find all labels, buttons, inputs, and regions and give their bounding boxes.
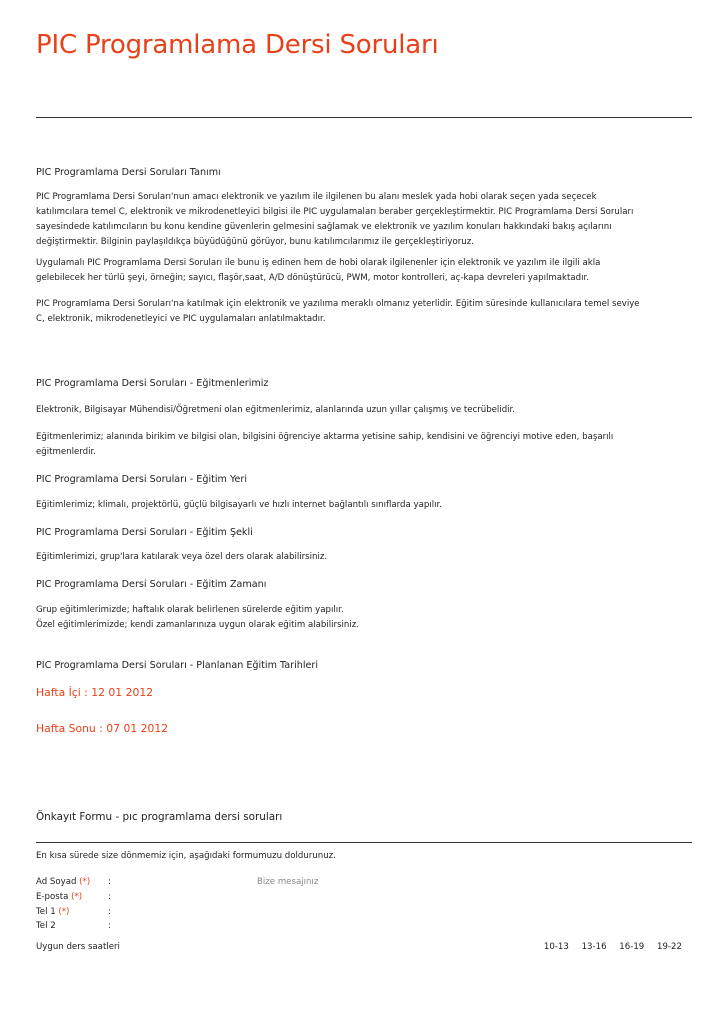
hours-options (534, 942, 682, 952)
instructors-paragraph-1 (36, 403, 692, 418)
tel1-label: Tel 1 (36, 907, 56, 917)
tel2-label: Tel 2 (36, 921, 56, 931)
tel2-field-row[interactable] (36, 921, 111, 931)
text-line: PIC Programlama Dersi Soruları'nun amacı elektronik ve yazılım ile ilgilenen bu alanı meslek yada hobi olarak seçen yada seçecek (36, 192, 597, 202)
format-heading: PIC Programlama Dersi Soruları - Eğitim Şekli (36, 527, 253, 538)
colon: : (108, 921, 111, 931)
format-paragraph (36, 550, 692, 565)
hours-label: Uygun ders saatleri (36, 942, 120, 952)
text-line: Özel eğitimlerimizde; kendi zamanlarınıza uygun olarak eğitim alabilirsiniz. (36, 620, 359, 630)
text-line: Eğitimlerimizi, grup'lara katılarak veya özel ders olarak alabilirsiniz. (36, 552, 328, 562)
instructors-heading: PIC Programlama Dersi Soruları - Eğitmenlerimiz (36, 378, 269, 389)
name-field-row[interactable] (36, 877, 111, 887)
place-paragraph (36, 498, 692, 513)
text-line: Elektronik, Bilgisayar Mühendisi/Öğretmeni olan eğitmenlerimiz, alanlarında uzun yıllar çalışmış ve tecrübelidir. (36, 405, 516, 415)
dates-heading: PIC Programlama Dersi Soruları - Planlanan Eğitim Tarihleri (36, 660, 319, 671)
page-title: PIC Programlama Dersi Soruları (36, 30, 439, 60)
colon: : (108, 877, 111, 887)
text-line: Eğitmenlerimiz; alanında birikim ve bilgisi olan, bilgisini öğrenciye aktarma yetisine sahip, kendisini ve öğrenciyi motive eden, başarılı (36, 432, 614, 442)
intro-heading: PIC Programlama Dersi Soruları Tanımı (36, 167, 221, 178)
form-intro: En kısa sürede size dönmemiz için, aşağıdaki formumuzu doldurunuz. (36, 851, 336, 861)
hour-option-13-16[interactable]: 13-16 (581, 942, 607, 952)
required-mark: (*) (79, 877, 91, 887)
title-divider (36, 117, 692, 118)
text-line: eğitmenlerdir. (36, 447, 96, 457)
intro-paragraph-3 (36, 297, 692, 327)
instructors-paragraph-2 (36, 430, 692, 460)
time-heading: PIC Programlama Dersi Soruları - Eğitim Zamanı (36, 579, 267, 590)
place-heading: PIC Programlama Dersi Soruları - Eğitim Yeri (36, 474, 248, 485)
email-label: E-posta (36, 892, 69, 902)
text-line: Grup eğitimlerimizde; haftalık olarak belirlenen sürelerde eğitim yapılır. (36, 605, 344, 615)
colon: : (108, 892, 111, 902)
weekday-date: Hafta İçi : 12 01 2012 (36, 686, 154, 699)
text-line: C, elektronik, mikrodenetleyici ve PIC uygulamaları anlatılmaktadır. (36, 314, 326, 324)
message-textarea[interactable]: Bize mesajınız (257, 877, 319, 887)
text-line: gelebilecek her türlü şeyi, örneğin; sayıcı, flaşör,saat, A/D dönüştürücü, PWM, motor kontrolleri, aç-kapa devreleri yapılmaktadır. (36, 273, 589, 283)
required-mark: (*) (71, 892, 83, 902)
text-line: katılımcılara temel C, elektronik ve mikrodenetleyici bilgisi ile PIC uygulamaları beraber gerçekleştirmektir. PIC Programlama Dersi Soruları (36, 207, 634, 217)
email-field-row[interactable] (36, 892, 111, 902)
tel1-field-row[interactable] (36, 907, 111, 917)
text-line: Eğitimlerimiz; klimalı, projektörlü, güçlü bilgisayarlı ve hızlı internet bağlantılı sınıflarda yapılır. (36, 500, 442, 510)
hour-option-10-13[interactable]: 10-13 (543, 942, 569, 952)
name-label: Ad Soyad (36, 877, 77, 887)
form-divider (36, 842, 692, 843)
time-paragraph (36, 603, 692, 633)
weekend-date: Hafta Sonu : 07 01 2012 (36, 722, 169, 735)
intro-paragraph-1 (36, 190, 692, 250)
hour-option-16-19[interactable]: 16-19 (619, 942, 645, 952)
required-mark: (*) (58, 907, 70, 917)
form-title: Önkayıt Formu - pıc programlama dersi soruları (36, 811, 283, 823)
text-line: sayesindede katılımcıların bu konu kendine güvenlerin gelmesini sağlamak ve elektronik ve yazılım konuları hakkındaki bakış açılarını (36, 222, 612, 232)
colon: : (108, 907, 111, 917)
intro-paragraph-2 (36, 256, 692, 286)
text-line: PIC Programlama Dersi Soruları'na katılmak için elektronik ve yazılıma meraklı olmanız yeterlidir. Eğitim süresinde kullanıcılara temel seviye (36, 299, 640, 309)
hour-option-19-22[interactable]: 19-22 (657, 942, 682, 952)
text-line: Uygulamalı PIC Programlama Dersi Soruları ile bunu iş edinen hem de hobi olarak ilgilenenler için elektronik ve yazılım ile ilgili akla (36, 258, 601, 268)
text-line: değiştirmektir. Bilginin paylaşıldıkça büyüdüğünü görüyor, bunu katılımcılarımız ile gerçekleştiriyoruz. (36, 237, 474, 247)
